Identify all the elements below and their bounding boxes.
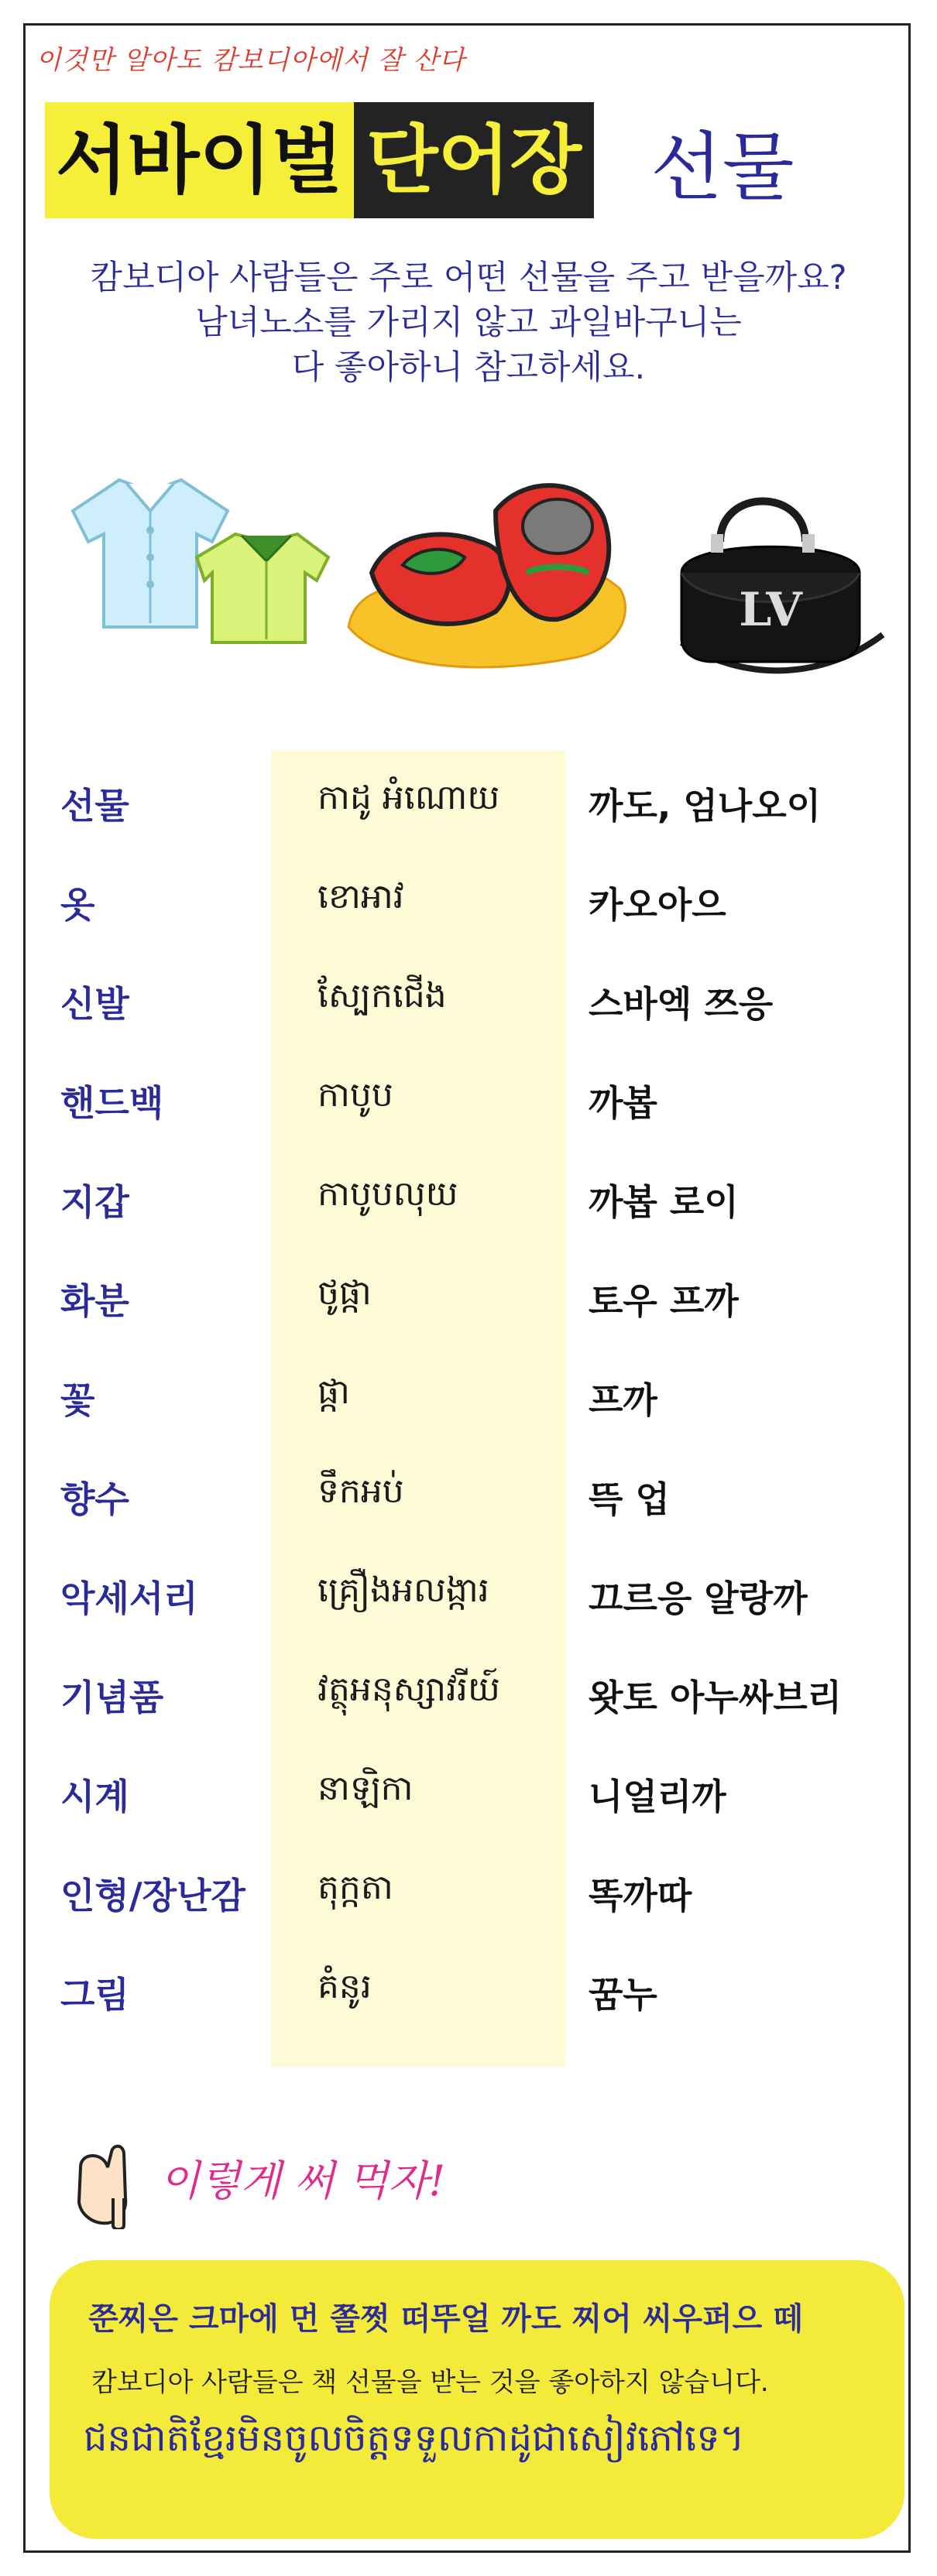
- vocab-row: [0, 1052, 937, 1151]
- korean-word: 그림: [60, 1974, 129, 2016]
- vocab-row: [0, 854, 937, 953]
- korean-word: 옷: [60, 884, 95, 926]
- intro-line: 남녀노소를 가리지 않고 과일바구니는: [195, 303, 742, 342]
- korean-word: 지갑: [60, 1181, 129, 1223]
- intro-line: 캄보디아 사람들은 주로 어떤 선물을 주고 받을까요?: [90, 259, 847, 297]
- korean-word: 화분: [60, 1280, 129, 1322]
- vocab-row: [0, 1944, 937, 2043]
- vocab-row: [0, 1349, 937, 1448]
- example-korean: 캄보디아 사람들은 책 선물을 받는 것을 좋아하지 않습니다.: [91, 2367, 769, 2398]
- korean-word: 인형/장난감: [60, 1875, 245, 1917]
- vocab-row: [0, 1151, 937, 1250]
- vocab-row: [0, 1646, 937, 1745]
- lets-use-it-heading: 이렇게 써 먹자!: [160, 2156, 446, 2205]
- korean-word: 향수: [60, 1478, 129, 1520]
- khmer-word: ស្បែកជើង: [317, 976, 447, 1016]
- vocab-row: [0, 755, 937, 854]
- korean-word: 선물: [60, 785, 129, 827]
- pronunciation: 꿈누: [589, 1974, 657, 2016]
- khmer-word: កាបូប: [317, 1075, 393, 1115]
- korean-word: 기념품: [60, 1677, 164, 1718]
- shoes-illustration: [341, 457, 635, 681]
- pronunciation: 뜩 업: [589, 1478, 670, 1520]
- khmer-word: ខោអាវ: [317, 877, 404, 916]
- example-box: [50, 2260, 904, 2539]
- khmer-word: នាឡិកា: [317, 1769, 414, 1808]
- pronunciation: 프까: [589, 1379, 657, 1421]
- tagline: 이것만 알아도 캄보디아에서 잘 산다: [36, 45, 465, 76]
- khmer-word: កាដូ អំណោយ: [317, 778, 500, 817]
- pointing-hand-icon: [65, 2136, 150, 2229]
- pronunciation: 토우 프까: [589, 1280, 739, 1322]
- example-khmer: ជនជាតិខ្មែរមិនចូលចិត្តទទួលកាដូជាសៀវភៅទេ។: [84, 2417, 745, 2460]
- title-vocabulary: 단어장: [354, 102, 594, 218]
- pronunciation: 왓토 아누싸브리: [589, 1677, 843, 1718]
- intro-text: [54, 255, 883, 390]
- khmer-word: ថូផ្កា: [317, 1273, 372, 1313]
- vocab-row: [0, 1448, 937, 1547]
- khmer-word: ផ្កា: [317, 1372, 350, 1412]
- pronunciation: 똑까따: [589, 1875, 692, 1917]
- korean-word: 꽃: [60, 1379, 95, 1421]
- korean-word: 시계: [60, 1776, 129, 1817]
- topic-title: 선물: [650, 124, 795, 211]
- pronunciation: 끄르응 알랑까: [589, 1577, 808, 1619]
- vocab-row: [0, 953, 937, 1052]
- vocab-row: [0, 1250, 937, 1349]
- pronunciation: 니얼리까: [589, 1776, 726, 1817]
- title-banner: [45, 102, 594, 218]
- korean-word: 악세서리: [60, 1577, 198, 1619]
- vocab-row: [0, 1547, 937, 1646]
- pronunciation: 까도, 엄나오이: [589, 785, 822, 827]
- khmer-word: គ្រឿងអលង្ការ: [317, 1571, 489, 1610]
- khmer-word: ទឹកអប់: [317, 1471, 404, 1511]
- example-pronunciation: 쭌찌은 크마에 먼 쫄쩟 떠뚜얼 까도 찌어 씨우퍼으 떼: [88, 2301, 803, 2337]
- vocab-row: [0, 1745, 937, 1845]
- pronunciation: 스바엑 쯔응: [589, 983, 774, 1025]
- shirts-illustration: [50, 457, 336, 650]
- handbag-illustration: [650, 457, 891, 681]
- title-survival: 서바이벌: [45, 102, 354, 218]
- pronunciation: 까봅 로이: [589, 1181, 739, 1223]
- khmer-word: វត្ថុអនុស្សាវរីយ៍: [317, 1670, 500, 1709]
- lv-logo: LV: [739, 583, 802, 637]
- vocab-row: [0, 1845, 937, 1944]
- korean-word: 핸드백: [60, 1082, 164, 1124]
- korean-word: 신발: [60, 983, 129, 1025]
- khmer-word: គំនូរ: [317, 1967, 372, 2006]
- intro-line: 다 좋아하니 참고하세요.: [291, 348, 646, 387]
- green-shirt-icon: [197, 534, 328, 642]
- khmer-word: តុក្កតា: [317, 1868, 393, 1907]
- pronunciation: 카오아으: [589, 884, 726, 926]
- pronunciation: 까봅: [589, 1082, 657, 1124]
- khmer-word: កាបូបលុយ: [317, 1174, 458, 1214]
